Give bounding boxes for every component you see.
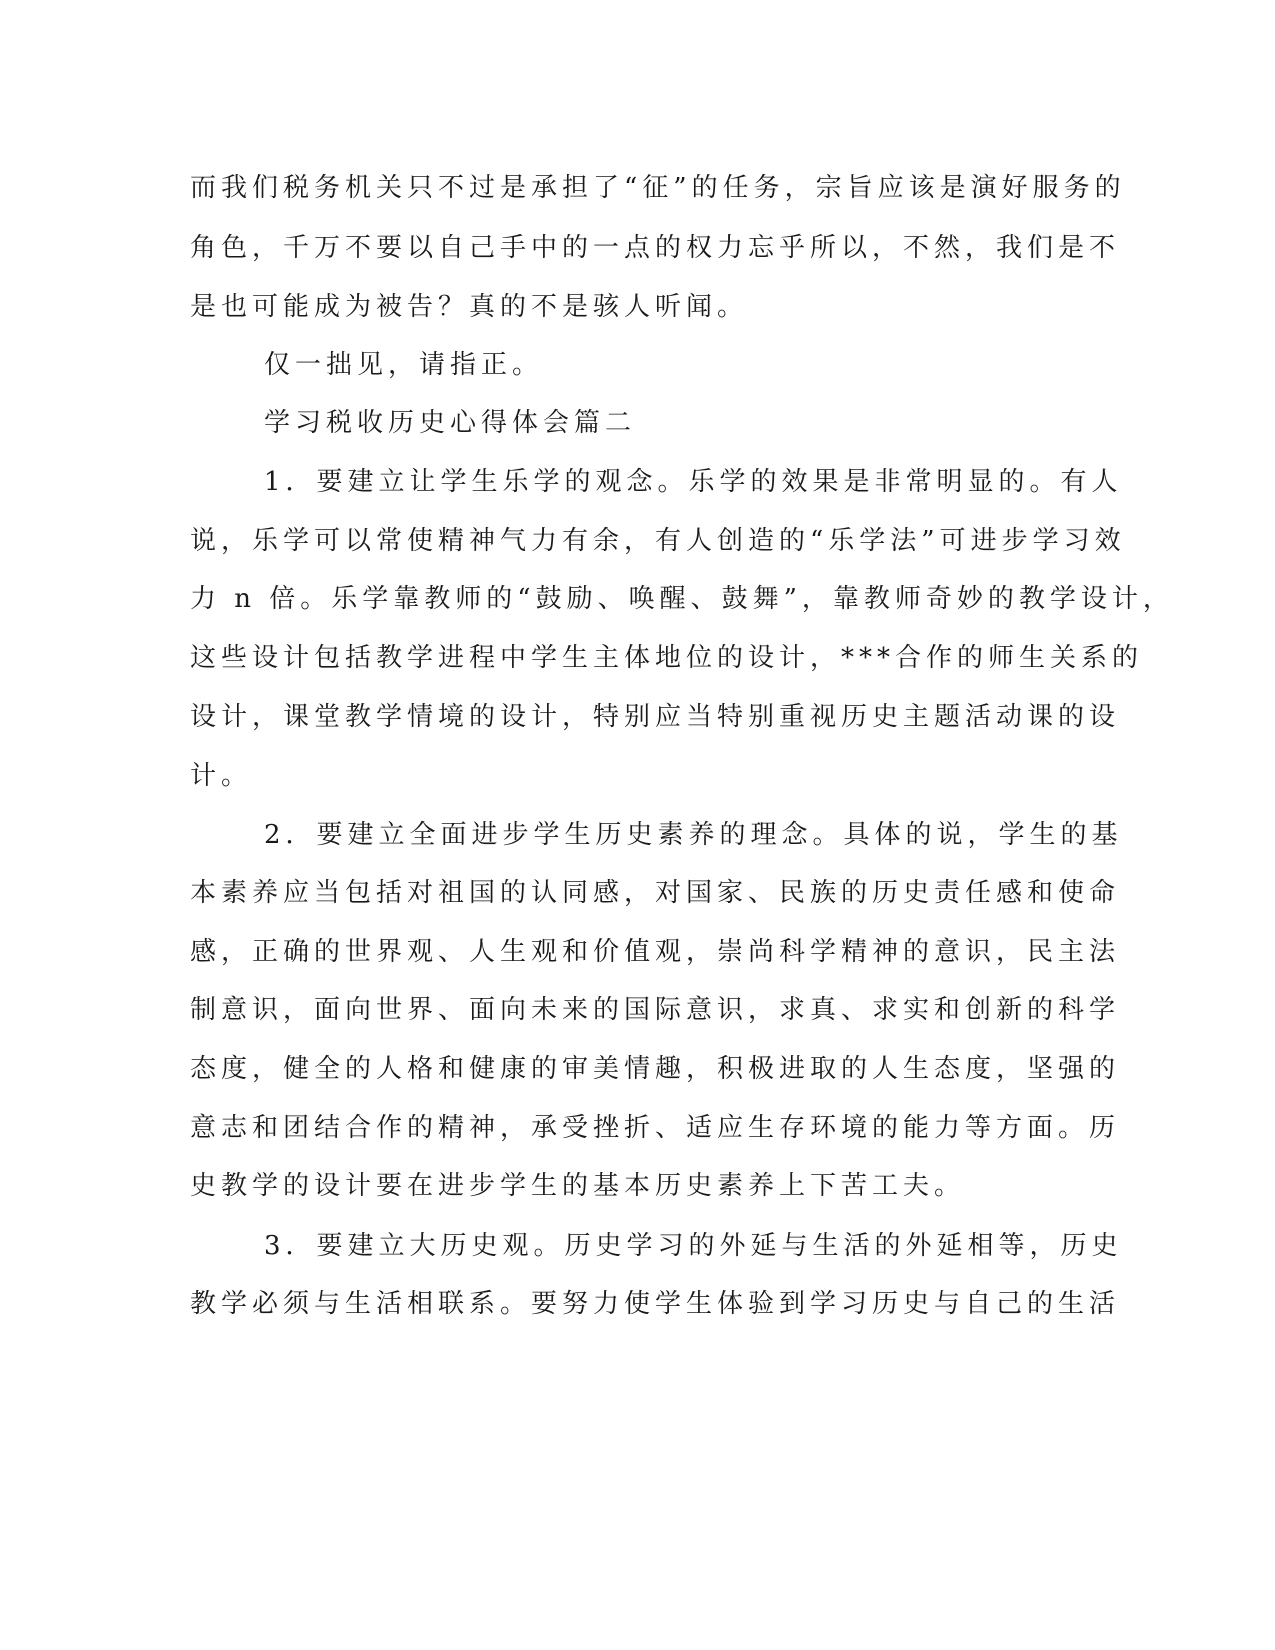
text-line: 说，乐学可以常使精神气力有余，有人创造的“乐学法”可进步学习效 [190,526,1126,556]
text-line: 本素养应当包括对祖国的认同感，对国家、民族的历史责任感和使命 [190,878,1121,908]
text-line: 3．要建立大历史观。历史学习的外延与生活的外延相等，历史 [264,1231,1123,1261]
text-line: 这些设计包括教学进程中学生主体地位的设计，***合作的师生关系的 [190,643,1144,673]
text-line: 意志和团结合作的精神，承受挫折、适应生存环境的能力等方面。历 [190,1113,1121,1143]
text-line: 而我们税务机关只不过是承担了“征”的任务，宗旨应该是演好服务的 [190,173,1126,203]
text-line: 制意识，面向世界、面向未来的国际意识，求真、求实和创新的科学 [190,995,1121,1025]
text-line: 计。 [190,761,253,791]
text-line: 2．要建立全面进步学生历史素养的理念。具体的说，学生的基 [264,820,1123,850]
text-line: 感，正确的世界观、人生观和价值观，崇尚科学精神的意识，民主法 [190,937,1121,967]
text-line: 设计，课堂教学情境的设计，特别应当特别重视历史主题活动课的设 [190,702,1121,732]
text-line: 角色，千万不要以自己手中的一点的权力忘乎所以，不然，我们是不 [190,233,1121,263]
text-line: 仅一拙见，请指正。 [264,350,544,380]
text-line: 是也可能成为被告？真的不是骇人听闻。 [190,292,749,322]
text-line: 力 n 倍。乐学靠教师的“鼓励、唤醒、鼓舞”，靠教师奇妙的教学设计， [190,584,1174,614]
text-line: 1．要建立让学生乐学的观念。乐学的效果是非常明显的。有人 [264,467,1123,497]
text-line: 史教学的设计要在进步学生的基本历史素养上下苦工夫。 [190,1171,966,1201]
text-line: 态度，健全的人格和健康的审美情趣，积极进取的人生态度，坚强的 [190,1054,1121,1084]
text-line: 教学必须与生活相联系。要努力使学生体验到学习历史与自己的生活 [190,1289,1121,1319]
section-heading: 学习税收历史心得体会篇二 [264,408,637,438]
